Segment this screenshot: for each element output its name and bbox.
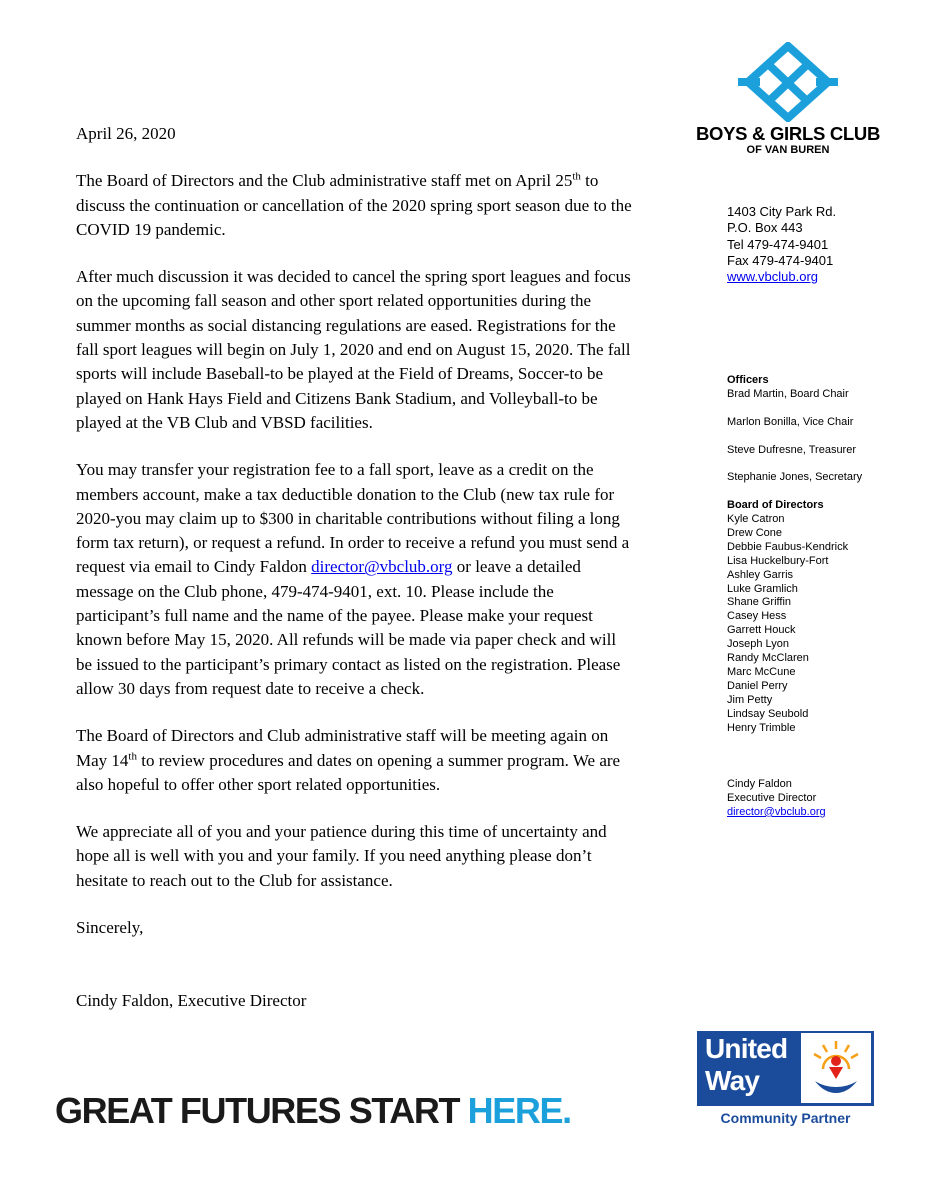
executive-contact — [727, 778, 826, 820]
paragraph-3 — [76, 458, 636, 701]
board-heading: Board of Directors — [727, 499, 824, 512]
officer-item: Marlon Bonilla, Vice Chair — [727, 415, 854, 428]
tagline-text: GREAT FUTURES START — [55, 1090, 468, 1131]
executive-email-link[interactable]: director@vbclub.org — [727, 805, 826, 818]
address-street: 1403 City Park Rd. — [727, 204, 837, 219]
board-member: Drew Cone — [727, 526, 783, 539]
board-member: Debbie Faubus-Kendrick — [727, 540, 849, 553]
tagline-highlight: HERE. — [467, 1090, 571, 1131]
closing: Sincerely, — [76, 918, 144, 938]
community-partner-label: Community Partner — [720, 1110, 851, 1126]
executive-title: Executive Director — [727, 791, 817, 804]
paragraph-2: After much discussion it was decided to cancel the spring sport leagues and focus on the upcoming fall season and other sport related opportunities during the summer months as social distancing regulations are eased. Registrations for the fall sport leagues will begin on July 1, 2020 and end on August 15, 2020. The fall sports will include Baseball-to be played at the Field of Dreams, Soccer-to be played on Hank Hays Field and Citizens Bank Stadium, and Volleyball-to be played at the VB Club and VBSD facilities. — [76, 267, 631, 432]
united-way-line-2: Way — [705, 1065, 760, 1096]
board-member: Henry Trimble — [727, 721, 796, 734]
paragraph-5: We appreciate all of you and your patience during this time of uncertainty and hope all is well with you and your family. If you need anything please don’t hesitate to reach out to the Club for assistance. — [76, 822, 607, 890]
board-member: Kyle Catron — [727, 513, 785, 525]
paragraph-1-text: The Board of Directors and the Club administrative staff met on April 25 — [76, 171, 573, 191]
board-member: Shane Griffin — [727, 596, 792, 609]
officer-item: Brad Martin, Board Chair — [727, 387, 849, 400]
paragraph-4-text-cont: to review procedures and dates on opening a summer program. We are also hopeful to offer other sport related opportunities. — [76, 750, 621, 794]
board-member: Jim Petty — [727, 693, 773, 706]
board-member: Randy McClaren — [727, 652, 809, 665]
paragraph-3-text-cont: or leave a detailed message on the Club phone, 479-474-9401, ext. 10. Please include the participant’s full name and the name of the payee. Please make your request known before May 15, 2020. All refunds will be made via paper check and will be issued to the participant’s primary contact as listed on the registration. Please allow 30 days from request date to receive a check. — [76, 557, 621, 698]
officer-item: Stephanie Jones, Secretary — [727, 471, 863, 484]
superscript: th — [572, 170, 581, 183]
address-block — [727, 204, 836, 285]
board-member: Joseph Lyon — [727, 638, 789, 651]
united-way-line-1: United — [705, 1033, 788, 1064]
website-link[interactable]: www.vbclub.org — [727, 269, 819, 285]
letter-body — [76, 122, 636, 1014]
letter-date: April 26, 2020 — [76, 124, 176, 143]
sidebar-officers — [727, 374, 862, 736]
board-member: Luke Gramlich — [727, 582, 798, 595]
officers-heading: Officers — [727, 374, 769, 386]
board-member: Ashley Garris — [727, 568, 794, 581]
address-fax: Fax 479-474-9401 — [727, 252, 834, 268]
board-member: Casey Hess — [727, 610, 787, 623]
paragraph-3-text: You may transfer your registration fee to a fall sport, leave as a credit on the members account, make a tax deductible donation to the Club (new tax rule for 2020-you may claim up to $300 in charitable contributions without filing a long form tax return), or request a refund. In order to receive a refund you must send a request via email to Cindy Faldon — [76, 460, 630, 577]
email-link[interactable]: director@vbclub.org — [311, 557, 453, 577]
club-name: BOYS & GIRLS CLUB — [695, 123, 881, 144]
board-member: Marc McCune — [727, 665, 796, 678]
united-way-hand-icon — [801, 1033, 871, 1103]
board-member: Lisa Huckelbury-Fort — [727, 554, 829, 567]
address-tel: Tel 479-474-9401 — [727, 236, 829, 252]
board-list — [727, 499, 862, 735]
superscript: th — [128, 749, 137, 762]
tagline — [55, 1089, 571, 1133]
board-member: Lindsay Seubold — [727, 707, 809, 720]
executive-name: Cindy Faldon — [727, 778, 792, 790]
paragraph-1 — [76, 169, 636, 242]
paragraph-4-text: The Board of Directors and Club administrative staff will be meeting again on May 14 — [76, 726, 609, 770]
club-subtitle: OF VAN BUREN — [746, 144, 830, 156]
address-po-box: P.O. Box 443 — [727, 220, 803, 236]
paragraph-4 — [76, 724, 636, 797]
board-member: Daniel Perry — [727, 679, 788, 692]
paragraph-1-text-cont: to discuss the continuation or cancellation of the 2020 spring sport season due to the COVID 19 pandemic. — [76, 171, 632, 239]
united-way-wordmark — [705, 1033, 787, 1097]
club-hands-icon — [726, 42, 850, 122]
united-way-logo — [697, 1031, 874, 1106]
board-member: Garrett Houck — [727, 624, 796, 637]
signature: Cindy Faldon, Executive Director — [76, 991, 307, 1011]
officer-item: Steve Dufresne, Treasurer — [727, 443, 857, 456]
